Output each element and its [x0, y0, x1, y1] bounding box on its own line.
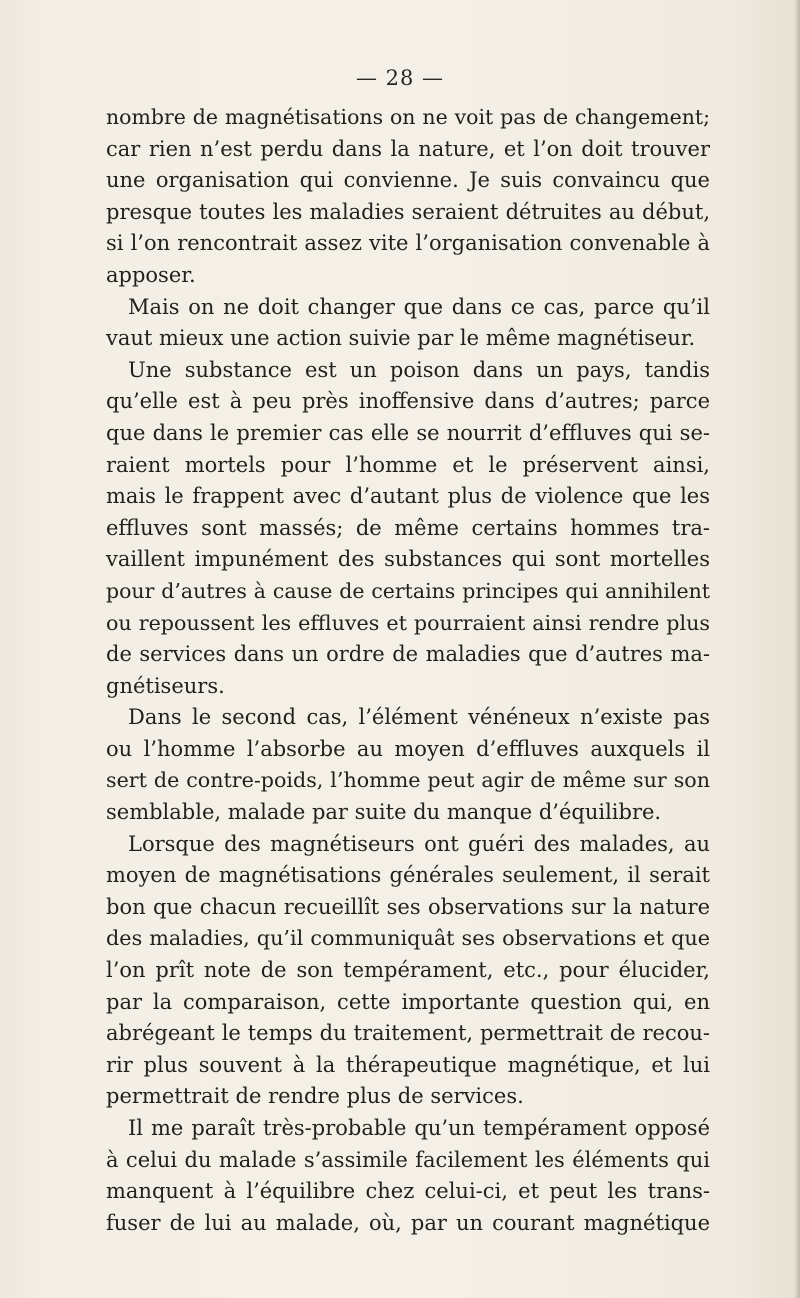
- text-line: à celui du malade s’assimile facilement les éléments qui: [106, 1147, 710, 1172]
- text-line: permettrait de rendre plus de services.: [106, 1084, 524, 1109]
- body-text: [106, 102, 710, 1239]
- text-line: car rien n’est perdu dans la nature, et l’on doit trouver: [106, 136, 710, 161]
- text-line: vaillent impunément des substances qui sont mortelles: [106, 547, 710, 572]
- text-line: Une substance est un poison dans un pays, tandis: [128, 357, 710, 382]
- text-line: Mais on ne doit changer que dans ce cas, parce qu’il: [128, 294, 710, 319]
- text-line: Il me paraît très-probable qu’un tempérament opposé: [128, 1116, 710, 1140]
- text-line: si l’on rencontrait assez vite l’organisation convenable à: [106, 231, 710, 256]
- text-line: Lorsque des magnétiseurs ont guéri des malades, au: [128, 831, 710, 856]
- text-line: qu’elle est à peu près inoffensive dans d’autres; parce: [106, 389, 710, 414]
- text-line: rir plus souvent à la thérapeutique magnétique, et lui: [106, 1052, 710, 1077]
- text-line: nombre de magnétisations on ne voit pas de changement;: [106, 105, 710, 129]
- text-line: presque toutes les maladies seraient détruites au début,: [106, 199, 710, 224]
- text-line: vaut mieux une action suivie par le même magnétiseur.: [106, 326, 696, 351]
- text-line: moyen de magnétisations générales seulement, il serait: [106, 863, 710, 888]
- text-line: sert de contre-poids, l’homme peut agir de même sur son: [106, 768, 710, 793]
- text-line: apposer.: [106, 262, 196, 287]
- text-line: abrégeant le temps du traitement, permettrait de recou-: [106, 1021, 710, 1046]
- text-line: effluves sont massés; de même certains hommes tra-: [106, 515, 710, 540]
- page-number: — 28 —: [355, 66, 445, 90]
- text-line: des maladies, qu’il communiquât ses observations et que: [106, 926, 710, 951]
- text-line: raient mortels pour l’homme et le préservent ainsi,: [106, 452, 710, 477]
- text-line: manquent à l’équilibre chez celui-ci, et peut les trans-: [106, 1179, 710, 1204]
- text-line: Dans le second cas, l’élément vénéneux n’existe pas: [128, 705, 710, 730]
- text-line: bon que chacun recueillît ses observations sur la nature: [106, 894, 710, 919]
- text-line: une organisation qui convienne. Je suis convaincu que: [106, 168, 710, 193]
- text-line: ou l’homme l’absorbe au moyen d’effluves auxquels il: [106, 736, 710, 761]
- text-line: l’on prît note de son tempérament, etc., pour élucider,: [106, 958, 710, 983]
- text-line: ou repoussent les effluves et pourraient ainsi rendre plus: [106, 610, 710, 635]
- text-line: que dans le premier cas elle se nourrit d’effluves qui se-: [106, 420, 710, 445]
- text-line: fuser de lui au malade, où, par un courant magnétique: [106, 1210, 710, 1235]
- page-edge-shadow: [794, 0, 800, 1298]
- text-line: pour d’autres à cause de certains principes qui annihilent: [106, 578, 710, 603]
- text-line: gnétiseurs.: [106, 673, 225, 698]
- text-line: par la comparaison, cette importante question qui, en: [106, 989, 710, 1014]
- text-line: de services dans un ordre de maladies que d’autres ma-: [106, 642, 710, 667]
- text-line: semblable, malade par suite du manque d’équilibre.: [106, 800, 662, 825]
- text-line: mais le frappent avec d’autant plus de violence que les: [106, 484, 710, 509]
